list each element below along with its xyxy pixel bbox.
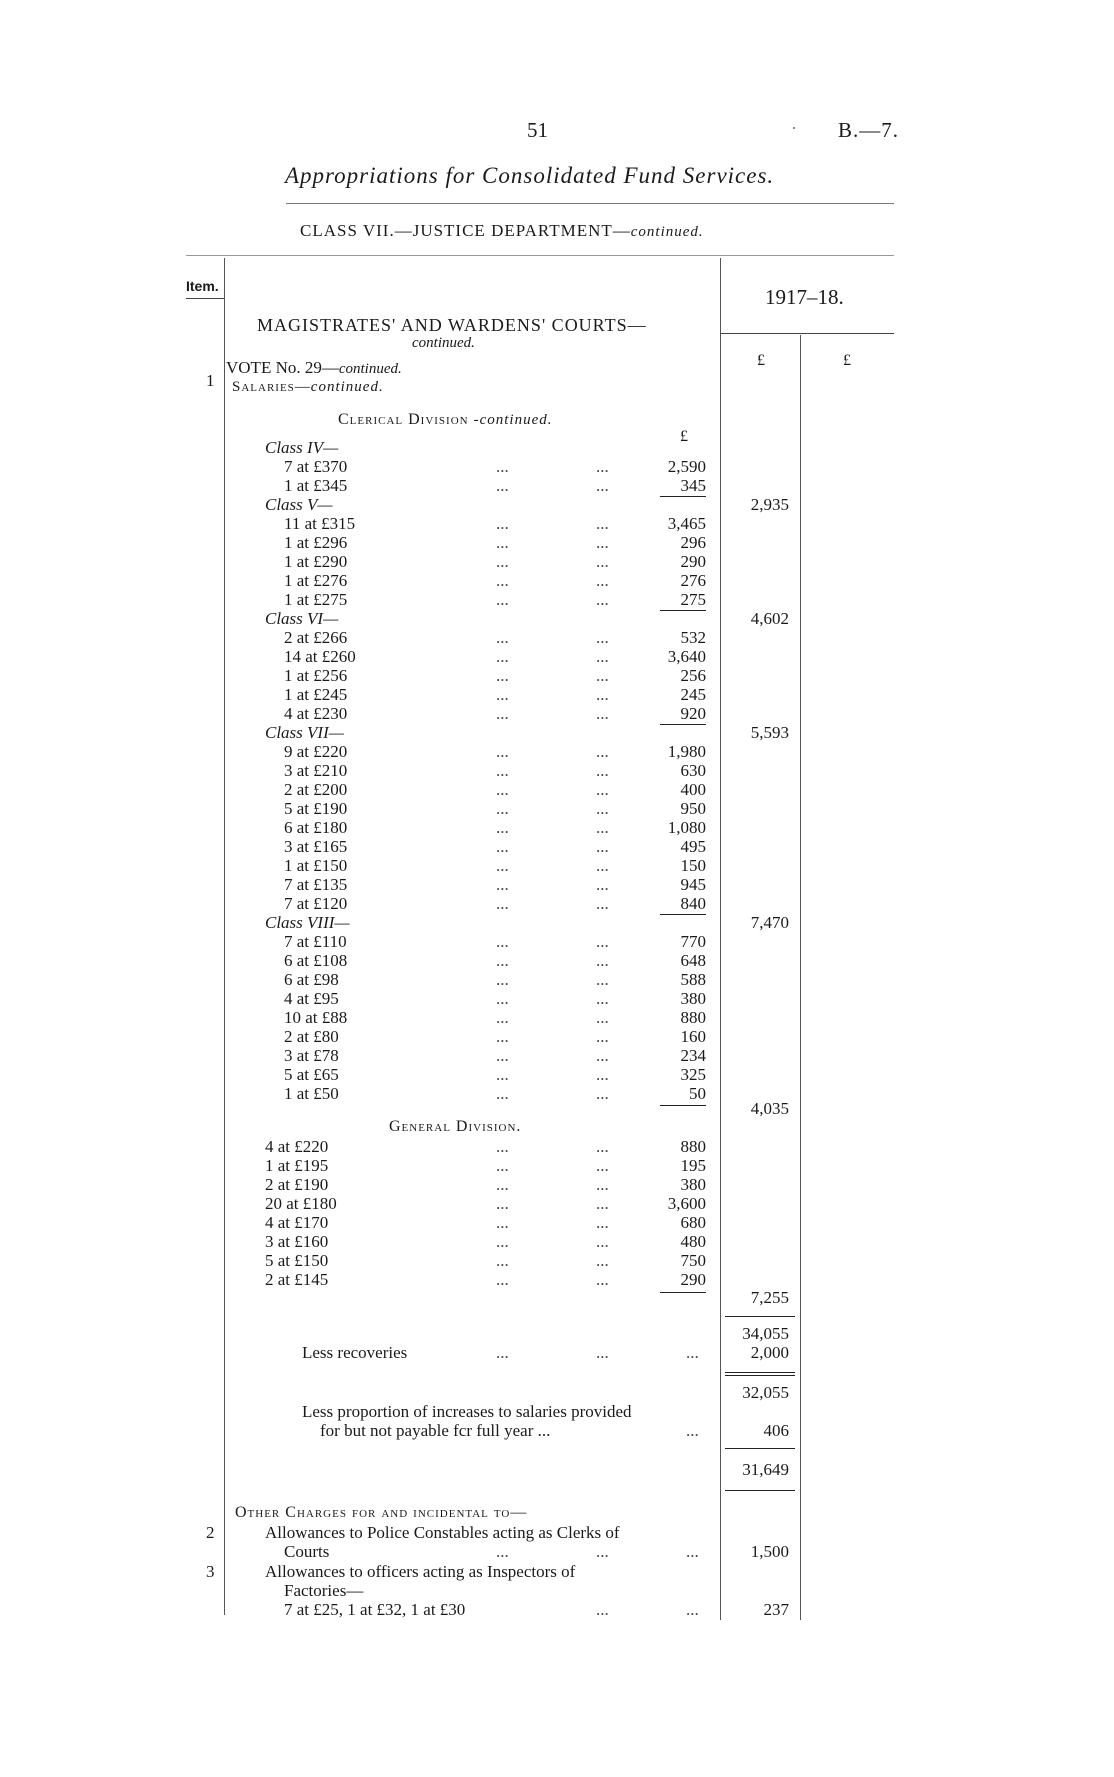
table-row: 2 at £200 ... ... 400 bbox=[284, 780, 706, 799]
table-row: 5 at £65 ... ... 325 bbox=[284, 1065, 706, 1084]
table-row: 7 at £370 ... ... 2,590 bbox=[284, 457, 706, 476]
table-row: 4 at £95 ... ... 380 bbox=[284, 989, 706, 1008]
section-heading: MAGISTRATES' AND WARDENS' COURTS— bbox=[257, 315, 647, 335]
table-row: 1 at £296 ... ... 296 bbox=[284, 533, 706, 552]
table-row: 1 at £195 ... ... 195 bbox=[265, 1156, 706, 1175]
section-heading-cont: continued. bbox=[412, 335, 475, 351]
table-row: 9 at £220 ... ... 1,980 bbox=[284, 742, 706, 761]
title-rule bbox=[286, 203, 894, 204]
less-recoveries-row: Less recoveries ... ... ... 2,000 bbox=[302, 1343, 789, 1362]
net-total-row: 31,649 bbox=[742, 1460, 789, 1479]
other-charges-heading: Other Charges for and incidental to— bbox=[235, 1504, 528, 1521]
table-row: 3 at £165 ... ... 495 bbox=[284, 837, 706, 856]
subtotal-row: 7,255 bbox=[750, 1288, 789, 1307]
table-row: 3 at £210 ... ... 630 bbox=[284, 761, 706, 780]
clerical-division-heading: Clerical Division -continued. bbox=[338, 411, 553, 428]
class-label: Class VII— 5,593 bbox=[265, 723, 789, 742]
item-column-header: Item. bbox=[186, 278, 219, 294]
table-row: 7 at £120 ... ... 840 bbox=[284, 894, 706, 913]
total-rule bbox=[725, 1316, 795, 1317]
list-item-cont: Factories— bbox=[284, 1581, 364, 1600]
table-row: 1 at £345 ... ... 345 bbox=[284, 476, 706, 495]
table-row: 4 at £230 ... ... 920 bbox=[284, 704, 706, 723]
less-proportion-row-2: for but not payable fcr full year ... ... 406 bbox=[320, 1421, 789, 1440]
page-code: B.—7. bbox=[838, 118, 900, 142]
class-label: Class VI— 4,602 bbox=[265, 609, 789, 628]
item-number-1: 1 bbox=[206, 371, 215, 390]
table-row: 14 at £260 ... ... 3,640 bbox=[284, 647, 706, 666]
table-row: 2 at £266 ... ... 532 bbox=[284, 628, 706, 647]
list-item-cont: 7 at £25, 1 at £32, 1 at £30 ... ... 237 bbox=[284, 1600, 789, 1619]
table-row: 4 at £170 ... ... 680 bbox=[265, 1213, 706, 1232]
less-proportion-row: Less proportion of increases to salaries provided bbox=[302, 1402, 632, 1421]
class-label: Class IV— bbox=[265, 438, 339, 457]
table-row: 10 at £88 ... ... 880 bbox=[284, 1008, 706, 1027]
general-division-heading: General Division. bbox=[389, 1118, 522, 1135]
list-item-cont: Courts ... ... ... 1,500 bbox=[284, 1542, 789, 1561]
table-row: 20 at £180 ... ... 3,600 bbox=[265, 1194, 706, 1213]
total-rule bbox=[725, 1490, 795, 1491]
page-number: 51 bbox=[527, 118, 548, 142]
table-row: 2 at £80 ... ... 160 bbox=[284, 1027, 706, 1046]
table-top-rule bbox=[186, 255, 894, 256]
table-row: 1 at £245 ... ... 245 bbox=[284, 685, 706, 704]
list-item: 3 Allowances to officers acting as Inspectors of bbox=[206, 1562, 576, 1581]
gross-total-row: 34,055 bbox=[742, 1324, 789, 1343]
list-item: 2 Allowances to Police Constables acting as Clerks of bbox=[206, 1523, 620, 1542]
table-row: 1 at £256 ... ... 256 bbox=[284, 666, 706, 685]
table-row: 5 at £150 ... ... 750 bbox=[265, 1251, 706, 1270]
subtotal-row: 4,035 bbox=[750, 1099, 789, 1118]
item-header-rule bbox=[186, 298, 224, 299]
table-row: 4 at £220 ... ... 880 bbox=[265, 1137, 706, 1156]
table-row: 3 at £78 ... ... 234 bbox=[284, 1046, 706, 1065]
class-label: Class V— 2,935 bbox=[265, 495, 789, 514]
year-header: 1917–18. bbox=[765, 285, 844, 309]
table-row: 1 at £150 ... ... 150 bbox=[284, 856, 706, 875]
table-row: 6 at £180 ... ... 1,080 bbox=[284, 818, 706, 837]
vote-line: VOTE No. 29—continued. bbox=[226, 358, 402, 377]
table-row: 2 at £145 ... ... 290 bbox=[265, 1270, 706, 1289]
pound-sign-col1: £ bbox=[757, 352, 765, 369]
table-row: 6 at £98 ... ... 588 bbox=[284, 970, 706, 989]
table-row: 11 at £315 ... ... 3,465 bbox=[284, 514, 706, 533]
table-row: 5 at £190 ... ... 950 bbox=[284, 799, 706, 818]
table-row: 3 at £160 ... ... 480 bbox=[265, 1232, 706, 1251]
stray-mark: · bbox=[791, 118, 797, 138]
pound-sign-sub: £ bbox=[680, 428, 688, 445]
total-rule bbox=[725, 1448, 795, 1449]
class-label: Class VIII— 7,470 bbox=[265, 913, 789, 932]
table-row: 2 at £190 ... ... 380 bbox=[265, 1175, 706, 1194]
table-row: 7 at £110 ... ... 770 bbox=[284, 932, 706, 951]
year-header-rule bbox=[720, 333, 894, 334]
table-row: 1 at £275 ... ... 275 bbox=[284, 590, 706, 609]
pound-sign-col2: £ bbox=[843, 352, 851, 369]
page-title: Appropriations for Consolidated Fund Services. bbox=[285, 163, 775, 188]
table-row: 7 at £135 ... ... 945 bbox=[284, 875, 706, 894]
total-rule bbox=[725, 1375, 795, 1376]
total-rule bbox=[725, 1372, 795, 1373]
table-row: 1 at £290 ... ... 290 bbox=[284, 552, 706, 571]
class-title: CLASS VII.—JUSTICE DEPARTMENT—continued. bbox=[300, 221, 704, 240]
table-row: 1 at £276 ... ... 276 bbox=[284, 571, 706, 590]
salaries-line: Salaries—continued. bbox=[232, 379, 384, 395]
after-recoveries-row: 32,055 bbox=[742, 1383, 789, 1402]
table-row: 6 at £108 ... ... 648 bbox=[284, 951, 706, 970]
table-row: 1 at £50 ... ... 50 bbox=[284, 1084, 706, 1103]
